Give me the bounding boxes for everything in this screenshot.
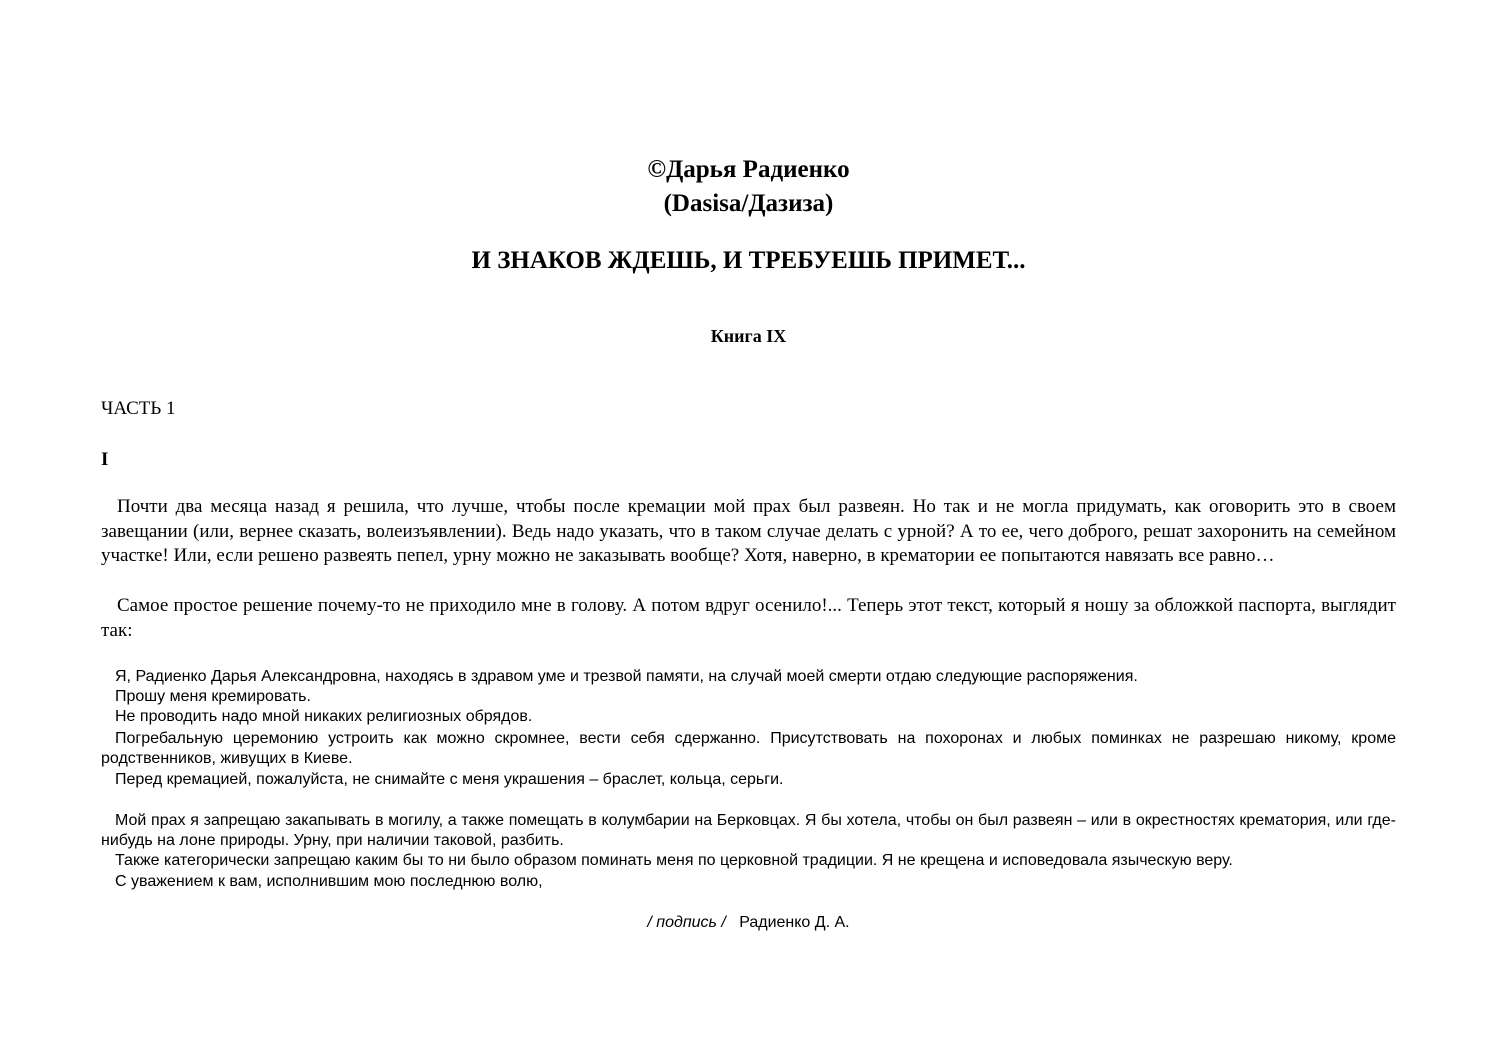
prose-paragraph: Самое простое решение почему-то не приходило мне в голову. А потом вдруг осенило!... Теперь этот текст, который я ношу за обложкой паспорта, выглядит так: bbox=[101, 595, 1396, 641]
book-number: Книга IX bbox=[710, 326, 787, 346]
will-paragraph: Погребальную церемонию устроить как можно скромнее, вести себя сдержанно. Присутствовать на похоронах и любых поминках не разрешаю никому, кроме родственников, живущих в Киеве. bbox=[101, 730, 1396, 767]
will-paragraph: Прошу меня кремировать. bbox=[115, 688, 311, 705]
part-heading: ЧАСТЬ 1 bbox=[101, 398, 176, 419]
will-paragraph: Мой прах я запрещаю закапывать в могилу, а также помещать в колумбарии на Берковцах. Я бы хотела, чтобы он был развеян – или в окрестностях крематория, или где-нибудь на лоне природы. Урну, при наличии таковой, разбить. bbox=[101, 812, 1396, 849]
will-paragraph: Перед кремацией, пожалуйста, не снимайте с меня украшения – браслет, кольца, серьги. bbox=[115, 771, 784, 788]
will-paragraph: С уважением к вам, исполнившим мою последнюю волю, bbox=[115, 873, 543, 890]
book-title: И ЗНАКОВ ЖДЕШЬ, И ТРЕБУЕШЬ ПРИМЕТ... bbox=[471, 247, 1026, 274]
prose-paragraph: Почти два месяца назад я решила, что лучше, чтобы после кремации мой прах был развеян. Но так и не могла придумать, как оговорить это в своем завещании (или, вернее сказать, волеизъявлении). Ведь надо указать, что в таком случае делать с урной? А то ее, чего доброго, решат захоронить на семейном участке! Или, если решено развеять пепел, урну можно не заказывать вообще? Хотя, наверно, в крематории ее попытаются навязать все равно… bbox=[101, 496, 1396, 566]
will-paragraph: Я, Радиенко Дарья Александровна, находясь в здравом уме и трезвой памяти, на случай моей смерти отдаю следующие распоряжения. bbox=[115, 668, 1138, 685]
author-name: ©Дарья Радиенко bbox=[647, 156, 850, 183]
will-paragraph: Также категорически запрещаю каким бы то ни было образом поминать меня по церковной традиции. Я не крещена и исповедовала языческую веру. bbox=[115, 852, 1233, 869]
will-paragraph: Не проводить надо мной никаких религиозных обрядов. bbox=[115, 708, 533, 725]
signature-name: Радиенко Д. А. bbox=[739, 914, 850, 931]
signature-label: / подпись / bbox=[647, 914, 726, 931]
signature-separator bbox=[730, 914, 734, 931]
signature-line bbox=[0, 912, 1497, 934]
chapter-heading: I bbox=[101, 449, 109, 470]
author-pseudonym: (Dasisa/Дазиза) bbox=[663, 190, 834, 217]
